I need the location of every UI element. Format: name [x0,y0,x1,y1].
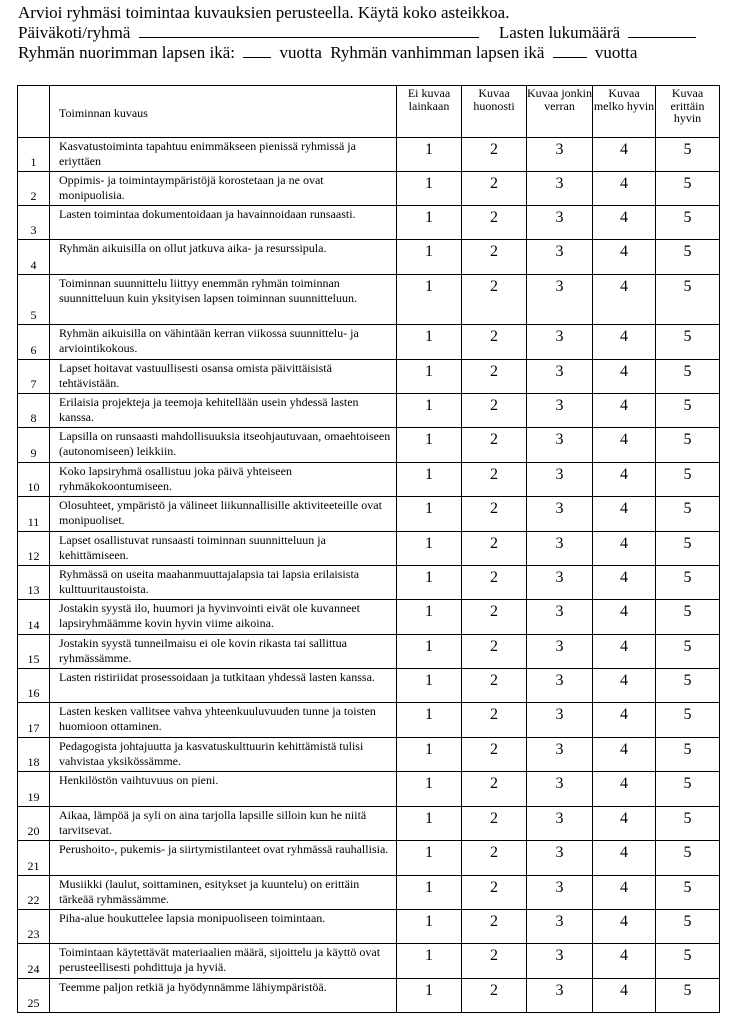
table-row [18,979,720,1013]
rating-option-2[interactable]: 2 [462,738,527,772]
rating-option-2[interactable]: 2 [462,463,527,497]
table-row [18,360,720,394]
row-description: Erilaisia projekteja ja teemoja kehitellään usein yhdessä lasten kanssa. [50,394,397,428]
rating-option-3[interactable]: 3 [527,532,593,566]
rating-option-1[interactable]: 1 [397,463,462,497]
row-number: 11 [18,497,50,532]
rating-option-1[interactable]: 1 [397,910,462,944]
rating-option-1[interactable]: 1 [397,600,462,635]
row-number: 6 [18,325,50,360]
rating-option-4[interactable]: 4 [593,703,656,738]
rating-option-1[interactable]: 1 [397,360,462,394]
table-row [18,206,720,240]
rating-option-2[interactable]: 2 [462,360,527,394]
table-row [18,497,720,532]
table-row [18,703,720,738]
rating-option-4[interactable]: 4 [593,841,656,876]
table-row [18,275,720,325]
rating-option-1[interactable]: 1 [397,979,462,1013]
row-description: Jostakin syystä tunneilmaisu ei ole kovin rikasta tai sallittua ryhmässämme. [50,635,397,669]
rating-option-3[interactable]: 3 [527,428,593,463]
table-row [18,240,720,275]
rating-option-2[interactable]: 2 [462,979,527,1013]
rating-option-5[interactable]: 5 [656,944,720,979]
rating-option-2[interactable]: 2 [462,944,527,979]
instruction-line [18,3,723,23]
table-row [18,772,720,807]
row-description: Pedagogista johtajuutta ja kasvatuskulttuurin kehittämistä tulisi vahvistaa yksikössämme. [50,738,397,772]
row-number: 7 [18,360,50,394]
years-label-1: vuotta [279,43,322,62]
table-row [18,600,720,635]
row-number: 18 [18,738,50,772]
row-description: Aikaa, lämpöä ja syli on aina tarjolla lapsille silloin kun he niitä tarvitsevat. [50,807,397,841]
row-description: Olosuhteet, ympäristö ja välineet liikunnallisille aktiviteeteille ovat monipuoliset. [50,497,397,532]
row-number: 15 [18,635,50,669]
description-header-label: Toiminnan kuvaus [59,106,148,120]
row-number: 12 [18,532,50,566]
row-number: 16 [18,669,50,703]
row-number: 21 [18,841,50,876]
rating-option-1[interactable]: 1 [397,772,462,807]
rating-option-4[interactable]: 4 [593,532,656,566]
row-description: Toiminnan suunnittelu liittyy enemmän ryhmän toiminnan suunnitteluun kuin yksityisen lapsen toiminnan suunnitteluun. [50,275,397,325]
rating-option-4[interactable]: 4 [593,944,656,979]
rating-option-2[interactable]: 2 [462,240,527,275]
rating-option-5[interactable]: 5 [656,841,720,876]
rating-option-5[interactable]: 5 [656,703,720,738]
rating-option-2[interactable]: 2 [462,772,527,807]
rating-option-1[interactable]: 1 [397,172,462,206]
rating-option-2[interactable]: 2 [462,910,527,944]
rating-option-5[interactable]: 5 [656,979,720,1013]
row-number: 20 [18,807,50,841]
table-row [18,807,720,841]
row-description: Ryhmän aikuisilla on ollut jatkuva aika- ja resurssipula. [50,240,397,275]
table-body [18,138,720,1013]
scale-header-1: Ei kuvaa lainkaan [397,86,462,138]
rating-option-2[interactable]: 2 [462,275,527,325]
rating-table [17,85,720,1013]
row-description: Teemme paljon retkiä ja hyödynnämme lähiympäristöä. [50,979,397,1013]
rating-option-4[interactable]: 4 [593,807,656,841]
rating-option-5[interactable]: 5 [656,910,720,944]
rating-option-3[interactable]: 3 [527,497,593,532]
rating-option-1[interactable]: 1 [397,138,462,172]
rating-option-3[interactable]: 3 [527,669,593,703]
row-number: 22 [18,876,50,910]
rating-option-5[interactable]: 5 [656,566,720,600]
rating-option-2[interactable]: 2 [462,532,527,566]
rating-option-3[interactable]: 3 [527,275,593,325]
rating-option-4[interactable]: 4 [593,910,656,944]
row-number: 25 [18,979,50,1013]
rating-option-1[interactable]: 1 [397,841,462,876]
youngest-age-label: Ryhmän nuorimman lapsen ikä: [18,43,235,62]
rating-option-3[interactable]: 3 [527,394,593,428]
rating-option-5[interactable]: 5 [656,463,720,497]
rating-option-1[interactable]: 1 [397,394,462,428]
table-row [18,532,720,566]
table-row [18,428,720,463]
row-number: 17 [18,703,50,738]
row-description: Lasten kesken vallitsee vahva yhteenkuuluvuuden tunne ja toisten huomioon ottaminen. [50,703,397,738]
rating-option-4[interactable]: 4 [593,275,656,325]
rating-option-2[interactable]: 2 [462,428,527,463]
rating-option-5[interactable]: 5 [656,497,720,532]
daycare-label: Päiväkoti/ryhmä [18,23,131,42]
rating-option-4[interactable]: 4 [593,463,656,497]
rating-option-5[interactable]: 5 [656,772,720,807]
rating-option-2[interactable]: 2 [462,703,527,738]
daycare-blank-field[interactable] [139,23,479,38]
rating-option-3[interactable]: 3 [527,841,593,876]
row-number: 4 [18,240,50,275]
rating-option-2[interactable]: 2 [462,497,527,532]
rating-option-4[interactable]: 4 [593,206,656,240]
rating-option-1[interactable]: 1 [397,532,462,566]
children-count-blank-field[interactable] [628,23,696,38]
rating-option-4[interactable]: 4 [593,497,656,532]
form-header [18,3,723,63]
table-row [18,566,720,600]
rating-option-3[interactable]: 3 [527,206,593,240]
rating-option-2[interactable]: 2 [462,876,527,910]
row-description: Oppimis- ja toimintaympäristöjä korostetaan ja ne ovat monipuolisia. [50,172,397,206]
rating-option-4[interactable]: 4 [593,394,656,428]
rating-option-3[interactable]: 3 [527,635,593,669]
rating-option-2[interactable]: 2 [462,138,527,172]
rating-option-5[interactable]: 5 [656,738,720,772]
scale-header-2: Kuvaa huonosti [462,86,527,138]
row-description: Henkilöstön vaihtuvuus on pieni. [50,772,397,807]
row-number: 23 [18,910,50,944]
rating-option-3[interactable]: 3 [527,360,593,394]
table-row [18,738,720,772]
rating-option-1[interactable]: 1 [397,669,462,703]
row-number-header [18,86,50,138]
row-number: 13 [18,566,50,600]
rating-option-5[interactable]: 5 [656,635,720,669]
rating-option-2[interactable]: 2 [462,841,527,876]
rating-option-2[interactable]: 2 [462,807,527,841]
rating-option-4[interactable]: 4 [593,635,656,669]
rating-option-3[interactable]: 3 [527,172,593,206]
rating-option-3[interactable]: 3 [527,463,593,497]
rating-option-3[interactable]: 3 [527,600,593,635]
rating-option-1[interactable]: 1 [397,635,462,669]
table-header-row [18,86,720,138]
rating-option-5[interactable]: 5 [656,138,720,172]
table-row [18,876,720,910]
rating-option-5[interactable]: 5 [656,240,720,275]
scale-header-3: Kuvaa jonkin verran [527,86,593,138]
rating-option-3[interactable]: 3 [527,807,593,841]
row-description: Perushoito-, pukemis- ja siirtymistilanteet ovat ryhmässä rauhallisia. [50,841,397,876]
table-row [18,172,720,206]
rating-option-1[interactable]: 1 [397,325,462,360]
rating-option-1[interactable]: 1 [397,497,462,532]
row-number: 24 [18,944,50,979]
row-number: 5 [18,275,50,325]
rating-option-3[interactable]: 3 [527,772,593,807]
row-description: Musiikki (laulut, soittaminen, esitykset ja kuuntelu) on erittäin tärkeää ryhmässämme. [50,876,397,910]
oldest-age-label: Ryhmän vanhimman lapsen ikä [330,43,545,62]
rating-option-2[interactable]: 2 [462,394,527,428]
description-header [50,86,397,138]
rating-option-1[interactable]: 1 [397,807,462,841]
rating-option-2[interactable]: 2 [462,635,527,669]
row-description: Lapset osallistuvat runsaasti toiminnan suunnitteluun ja kehittämiseen. [50,532,397,566]
rating-option-1[interactable]: 1 [397,428,462,463]
children-count-label: Lasten lukumäärä [498,23,621,42]
rating-option-4[interactable]: 4 [593,566,656,600]
row-description: Kasvatustoiminta tapahtuu enimmäkseen pienissä ryhmissä ja eriyttäen [50,138,397,172]
rating-option-3[interactable]: 3 [527,910,593,944]
rating-option-1[interactable]: 1 [397,206,462,240]
rating-option-5[interactable]: 5 [656,325,720,360]
row-number: 9 [18,428,50,463]
row-description: Lasten toimintaa dokumentoidaan ja havainnoidaan runsaasti. [50,206,397,240]
scale-header-5: Kuvaa erittäin hyvin [656,86,720,138]
rating-option-3[interactable]: 3 [527,979,593,1013]
rating-option-5[interactable]: 5 [656,876,720,910]
rating-option-4[interactable]: 4 [593,979,656,1013]
table-row [18,635,720,669]
row-description: Toimintaan käytettävät materiaalien määrä, sijoittelu ja käyttö ovat perusteellisesti pohdittuja ja hyviä. [50,944,397,979]
rating-option-2[interactable]: 2 [462,566,527,600]
row-description: Lasten ristiriidat prosessoidaan ja tutkitaan yhdessä lasten kanssa. [50,669,397,703]
rating-option-5[interactable]: 5 [656,600,720,635]
table-row [18,325,720,360]
rating-option-5[interactable]: 5 [656,532,720,566]
rating-option-2[interactable]: 2 [462,669,527,703]
rating-option-3[interactable]: 3 [527,944,593,979]
rating-option-4[interactable]: 4 [593,240,656,275]
rating-option-3[interactable]: 3 [527,325,593,360]
table-row [18,910,720,944]
rating-option-3[interactable]: 3 [527,240,593,275]
rating-option-2[interactable]: 2 [462,206,527,240]
table-row [18,138,720,172]
rating-option-2[interactable]: 2 [462,600,527,635]
scale-header-4: Kuvaa melko hyvin [593,86,656,138]
rating-option-4[interactable]: 4 [593,360,656,394]
rating-option-3[interactable]: 3 [527,703,593,738]
rating-option-3[interactable]: 3 [527,876,593,910]
rating-option-4[interactable]: 4 [593,325,656,360]
age-line [18,43,723,63]
rating-option-4[interactable]: 4 [593,738,656,772]
row-description: Koko lapsiryhmä osallistuu joka päivä yhteiseen ryhmäkokoontumiseen. [50,463,397,497]
row-number: 1 [18,138,50,172]
rating-option-3[interactable]: 3 [527,138,593,172]
rating-option-2[interactable]: 2 [462,325,527,360]
row-number: 2 [18,172,50,206]
rating-option-2[interactable]: 2 [462,172,527,206]
oldest-age-blank-field[interactable] [553,43,587,58]
rating-option-5[interactable]: 5 [656,669,720,703]
rating-option-1[interactable]: 1 [397,275,462,325]
row-description: Lapsilla on runsaasti mahdollisuuksia itseohjautuvaan, omaehtoiseen (autonomiseen) leikkiin. [50,428,397,463]
rating-option-1[interactable]: 1 [397,944,462,979]
rating-option-1[interactable]: 1 [397,876,462,910]
rating-option-4[interactable]: 4 [593,428,656,463]
rating-option-5[interactable]: 5 [656,807,720,841]
instruction-text: Arvioi ryhmäsi toimintaa kuvauksien perusteella. Käytä koko asteikkoa. [18,3,510,22]
rating-option-1[interactable]: 1 [397,738,462,772]
table-row [18,463,720,497]
row-number: 8 [18,394,50,428]
rating-option-5[interactable]: 5 [656,172,720,206]
row-number: 10 [18,463,50,497]
table-row [18,669,720,703]
row-number: 19 [18,772,50,807]
table-row [18,394,720,428]
rating-option-4[interactable]: 4 [593,138,656,172]
rating-option-4[interactable]: 4 [593,772,656,807]
rating-option-1[interactable]: 1 [397,703,462,738]
rating-option-1[interactable]: 1 [397,566,462,600]
rating-option-3[interactable]: 3 [527,566,593,600]
rating-option-5[interactable]: 5 [656,206,720,240]
rating-option-3[interactable]: 3 [527,738,593,772]
rating-option-4[interactable]: 4 [593,600,656,635]
rating-option-4[interactable]: 4 [593,876,656,910]
row-description: Jostakin syystä ilo, huumori ja hyvinvointi eivät ole kuvanneet lapsiryhmäämme kovin hyvin viime aikoina. [50,600,397,635]
table-row [18,841,720,876]
row-number: 3 [18,206,50,240]
row-description: Ryhmän aikuisilla on vähintään kerran viikossa suunnittelu- ja arviointikokous. [50,325,397,360]
years-label-2: vuotta [594,43,638,62]
table-row [18,944,720,979]
daycare-line [18,23,723,43]
rating-option-4[interactable]: 4 [593,669,656,703]
row-description: Piha-alue houkuttelee lapsia monipuoliseen toimintaan. [50,910,397,944]
row-number: 14 [18,600,50,635]
rating-option-4[interactable]: 4 [593,172,656,206]
rating-option-5[interactable]: 5 [656,275,720,325]
rating-option-5[interactable]: 5 [656,394,720,428]
rating-option-5[interactable]: 5 [656,360,720,394]
rating-option-5[interactable]: 5 [656,428,720,463]
row-description: Lapset hoitavat vastuullisesti osansa omista päivittäisistä tehtävistään. [50,360,397,394]
youngest-age-blank-field[interactable] [243,43,271,58]
rating-option-1[interactable]: 1 [397,240,462,275]
row-description: Ryhmässä on useita maahanmuuttajalapsia tai lapsia erilaisista kulttuuritaustoista. [50,566,397,600]
